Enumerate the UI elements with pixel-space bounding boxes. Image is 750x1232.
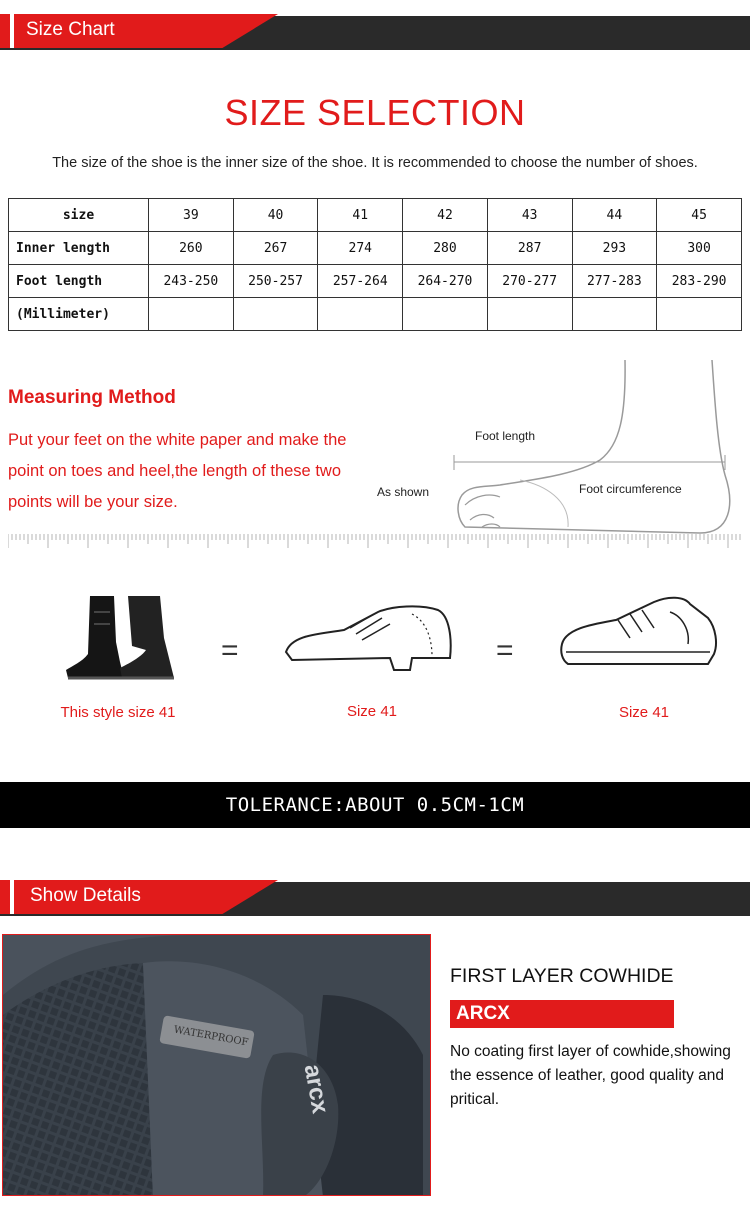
size-chart-banner bbox=[0, 14, 750, 50]
boot-closeup bbox=[3, 935, 431, 1196]
table-cell bbox=[318, 298, 403, 331]
boot-image bbox=[62, 592, 178, 684]
table-cell: 45 bbox=[657, 199, 742, 232]
boot-caption: This style size 41 bbox=[60, 704, 176, 721]
size-table bbox=[8, 198, 742, 331]
arcx-logo: arcx bbox=[298, 1062, 334, 1116]
table-row bbox=[9, 232, 742, 265]
table-row bbox=[9, 298, 742, 331]
measuring-text: Put your feet on the white paper and make the point on toes and heel,the length of these two points will be your size. bbox=[8, 431, 347, 511]
table-cell: 41 bbox=[318, 199, 403, 232]
table-cell: 257-264 bbox=[318, 265, 403, 298]
measuring-title: Measuring Method bbox=[8, 387, 176, 408]
table-row bbox=[9, 265, 742, 298]
page-title: SIZE SELECTION bbox=[224, 92, 526, 133]
table-cell: 243-250 bbox=[149, 265, 234, 298]
equals-sign-1: = bbox=[221, 634, 239, 667]
row-label: Foot length bbox=[9, 265, 149, 298]
sneaker-caption: Size 41 bbox=[618, 704, 670, 721]
foot-circumference-label: Foot circumference bbox=[579, 482, 682, 496]
table-cell: 300 bbox=[657, 232, 742, 265]
banner-stripe bbox=[10, 880, 14, 914]
table-cell bbox=[657, 298, 742, 331]
measuring-ruler bbox=[8, 534, 742, 548]
table-cell: 44 bbox=[572, 199, 657, 232]
banner-label: Show Details bbox=[30, 885, 141, 906]
table-cell: 260 bbox=[149, 232, 234, 265]
detail-description: No coating first layer of cowhide,showing the essence of leather, good quality and pritical. bbox=[450, 1043, 731, 1108]
table-cell: 277-283 bbox=[572, 265, 657, 298]
table-cell: 274 bbox=[318, 232, 403, 265]
table-cell: 264-270 bbox=[403, 265, 488, 298]
oxford-shoe-image bbox=[282, 600, 454, 674]
table-cell: 43 bbox=[487, 199, 572, 232]
row-label: Inner length bbox=[9, 232, 149, 265]
table-cell: 280 bbox=[403, 232, 488, 265]
table-cell bbox=[572, 298, 657, 331]
table-cell: 40 bbox=[233, 199, 318, 232]
table-cell bbox=[403, 298, 488, 331]
table-cell bbox=[233, 298, 318, 331]
brand-bar bbox=[450, 1000, 674, 1028]
table-cell: 287 bbox=[487, 232, 572, 265]
table-cell: 283-290 bbox=[657, 265, 742, 298]
table-cell bbox=[487, 298, 572, 331]
foot-diagram bbox=[370, 355, 750, 555]
oxford-caption: Size 41 bbox=[346, 703, 398, 720]
table-cell: 270-277 bbox=[487, 265, 572, 298]
sneaker-image bbox=[558, 594, 720, 672]
table-cell: 267 bbox=[233, 232, 318, 265]
equals-sign-2: = bbox=[496, 634, 514, 667]
boot-detail-photo bbox=[2, 934, 431, 1196]
table-cell: 39 bbox=[149, 199, 234, 232]
row-label: (Millimeter) bbox=[9, 298, 149, 331]
foot-illustration bbox=[370, 355, 750, 555]
detail-heading: FIRST LAYER COWHIDE bbox=[450, 965, 674, 987]
table-row bbox=[9, 199, 742, 232]
banner-label: Size Chart bbox=[26, 19, 115, 40]
table-cell: 293 bbox=[572, 232, 657, 265]
waterproof-badge: WATERPROOF bbox=[172, 1024, 250, 1049]
foot-length-label: Foot length bbox=[475, 429, 536, 443]
brand-label: ARCX bbox=[456, 1003, 510, 1024]
table-cell bbox=[149, 298, 234, 331]
table-cell: 250-257 bbox=[233, 265, 318, 298]
row-label: size bbox=[9, 199, 149, 232]
table-cell: 42 bbox=[403, 199, 488, 232]
banner-stripe bbox=[10, 14, 14, 48]
size-subtitle: The size of the shoe is the inner size of the shoe. It is recommended to choose the number of shoes. bbox=[52, 155, 698, 171]
as-shown-label: As shown bbox=[377, 485, 430, 499]
tolerance-bar: TOLERANCE:ABOUT 0.5CM-1CM bbox=[0, 782, 750, 828]
show-details-banner bbox=[0, 880, 750, 916]
